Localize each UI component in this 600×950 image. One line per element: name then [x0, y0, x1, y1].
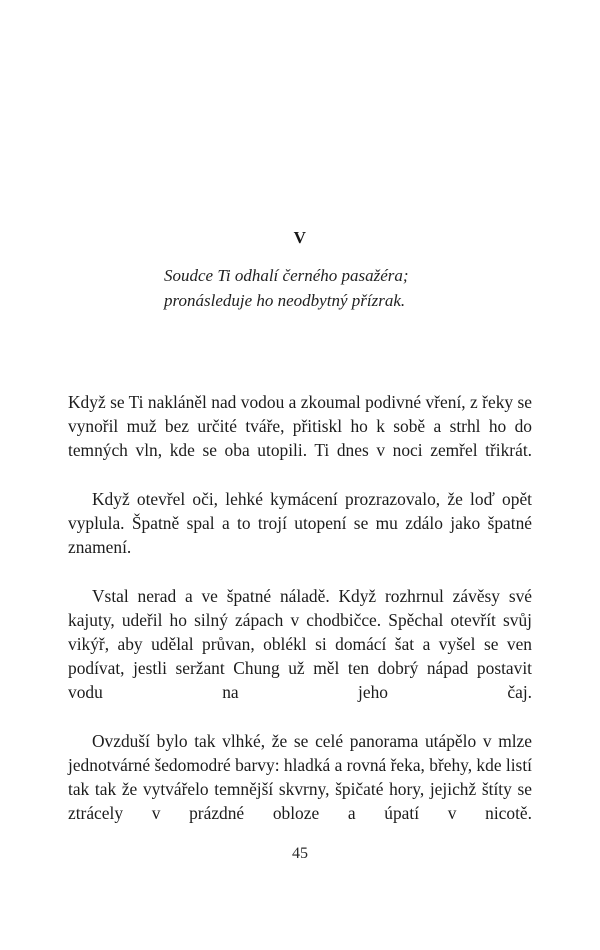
body-text	[68, 390, 532, 850]
paragraph: Vstal nerad a ve špatné náladě. Když rozhrnul závěsy své kajuty, udeřil ho silný zápach v chodbičce. Spěchal otevřít svůj vikýř, aby udělal průvan, oblékl si domácí šat a vyšel se ven podívat, jestli seržant Chung už měl ten dobrý nápad postavit vodu na jeho čaj.	[68, 585, 532, 703]
paragraph: Ovzduší bylo tak vlhké, že se celé panorama utápělo v mlze jednotvárné šedomodré barvy: hladká a rovná řeka, břehy, kde listí tak tak že vytvářelo temnější skvrny, špičaté hory, jejichž štíty se ztrácely v prázdné obloze a úpatí v nicotě.	[68, 730, 532, 824]
page-number: 45	[292, 845, 308, 862]
paragraph: Když otevřel oči, lehké kymácení prozrazovalo, že loď opět vyplula. Špatně spal a to trojí utopení se mu zdálo jako špatné znamení.	[68, 488, 532, 558]
chapter-subtitle-line-1: Soudce Ti odhalí černého pasažéra;	[164, 266, 409, 285]
chapter-number: V	[293, 228, 307, 247]
chapter-subtitle	[68, 264, 532, 313]
paragraph: Když se Ti nakláněl nad vodou a zkoumal podivné vření, z řeky se vynořil muž bez určité tváře, přitiskl ho k sobě a strhl ho do temných vln, kde se oba utopili. Ti dnes v noci zemřel třikrát.	[68, 392, 532, 461]
chapter-subtitle-line-2: pronásleduje ho neodbytný přízrak.	[164, 290, 406, 310]
chapter-heading	[68, 228, 532, 313]
